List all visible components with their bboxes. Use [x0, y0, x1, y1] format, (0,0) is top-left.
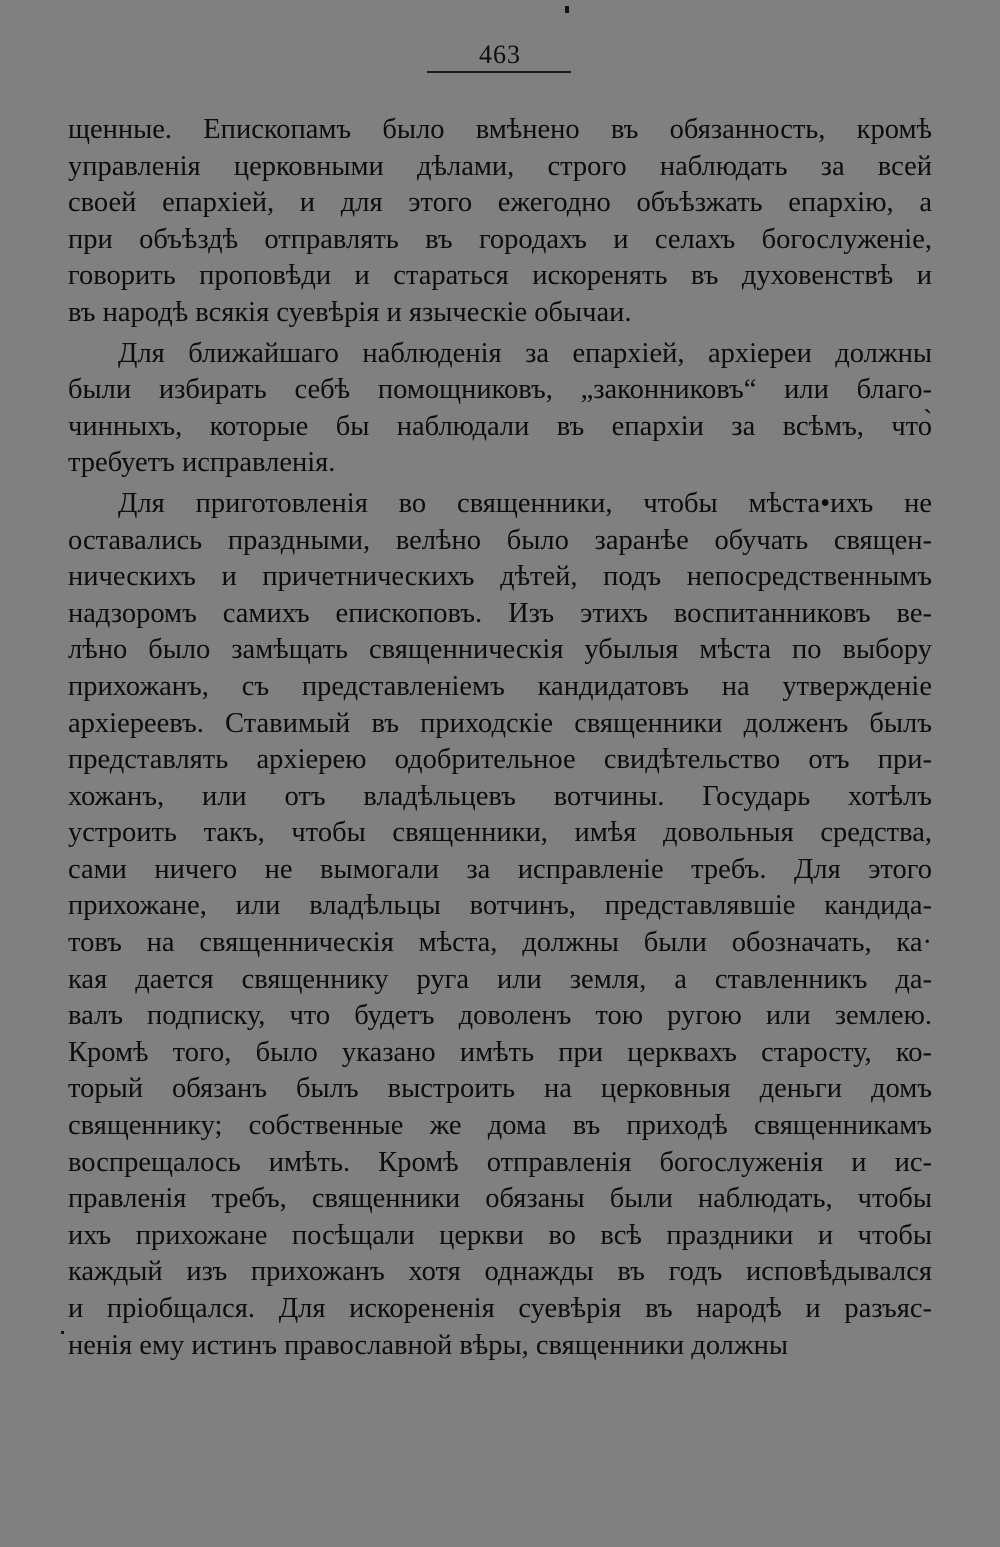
text-line: воспрещалось имѣть. Кромѣ отправленія богослуженія и ис-: [68, 1146, 932, 1178]
text-line: и пріобщался. Для искорененія суевѣрія въ народѣ и разъяс-: [68, 1293, 932, 1324]
text-line: требуетъ исправленія.: [68, 447, 336, 479]
paragraph: [68, 486, 932, 1364]
text-line: валъ подписку, что будетъ доволенъ тою ругою или землею.: [68, 1000, 932, 1032]
text-line: щенные. Епископамъ было вмѣнено въ обязанность, кромѣ: [68, 114, 932, 145]
paragraph: [68, 112, 932, 332]
text-line: правленія требъ, священники обязаны были наблюдать, чтобы: [68, 1183, 932, 1215]
text-line: при объѣздѣ отправлять въ городахъ и селахъ богослуженіе,: [68, 223, 932, 255]
text-line: ихъ прихожане посѣщали церкви во всѣ праздники и чтобы: [68, 1219, 932, 1251]
text-line: были избирать себѣ помощниковъ, „законниковъ“ или благо-: [68, 374, 932, 406]
text-line: товъ на священническія мѣста, должны были обозначать, ка·: [68, 927, 932, 959]
page-number: 463: [479, 40, 521, 69]
text-line: священнику; собственные же дома въ приходѣ священникамъ: [68, 1110, 932, 1142]
text-line: чинныхъ, которые бы наблюдали въ епархіи за всѣмъ, что̀: [68, 410, 932, 442]
text-line: каждый изъ прихожанъ хотя однажды въ годъ исповѣдывался: [68, 1256, 932, 1288]
ink-speck-left-margin: [61, 1331, 64, 1334]
text-line: говорить проповѣди и стараться искоренять въ духовенствѣ и: [68, 260, 932, 292]
text-line: представлять архіерею одобрительное свидѣтельство отъ при-: [68, 744, 932, 776]
ink-speck-top: [565, 6, 569, 13]
text-line: надзоромъ самихъ епископовъ. Изъ этихъ воспитанниковъ ве-: [68, 597, 932, 629]
text-line: кая дается священнику руга или земля, а ставленникъ да-: [68, 963, 932, 995]
text-line: Кромѣ того, было указано имѣть при церквахъ старосту, ко-: [68, 1036, 932, 1068]
text-line: прихожанъ, съ представленіемъ кандидатовъ на утвержденіе: [68, 670, 932, 702]
text-line: сами ничего не вымогали за исправленіе требъ. Для этого: [68, 853, 932, 885]
text-line: прихожане, или владѣльцы вотчинъ, представлявшіе кандида-: [68, 890, 932, 922]
text-line: своей епархіей, и для этого ежегодно объѣзжать епархію, а: [68, 187, 932, 219]
text-line: устроить такъ, чтобы священники, имѣя довольныя средства,: [68, 817, 932, 849]
text-line: оставались праздными, велѣно было заранѣе обучать священ-: [68, 524, 932, 556]
text-line: Для ближайшаго наблюденія за епархіей, архіереи должны: [118, 337, 932, 369]
text-line: ненія ему истинъ православной вѣры, священники должны: [68, 1329, 789, 1361]
text-line: архіереевъ. Ставимый въ приходскіе священники долженъ былъ: [68, 707, 932, 739]
text-line: торый обязанъ былъ выстроить на церковныя деньги домъ: [68, 1073, 932, 1105]
text-line: Для приготовленія во священники, чтобы мѣста•ихъ не: [118, 487, 932, 519]
page-number-rule: [427, 71, 571, 73]
text-line: лѣно было замѣщать священническія убылыя мѣста по выбору: [68, 634, 932, 666]
body-text: [68, 112, 932, 1364]
text-line: въ народѣ всякія суевѣрія и языческіе обычаи.: [68, 296, 632, 328]
text-line: ническихъ и причетническихъ дѣтей, подъ непосредственнымъ: [68, 561, 932, 593]
text-line: хожанъ, или отъ владѣльцевъ вотчины. Государь хотѣлъ: [68, 780, 932, 812]
text-line: управленія церковными дѣлами, строго наблюдать за всей: [68, 150, 932, 182]
paragraph: [68, 336, 932, 482]
